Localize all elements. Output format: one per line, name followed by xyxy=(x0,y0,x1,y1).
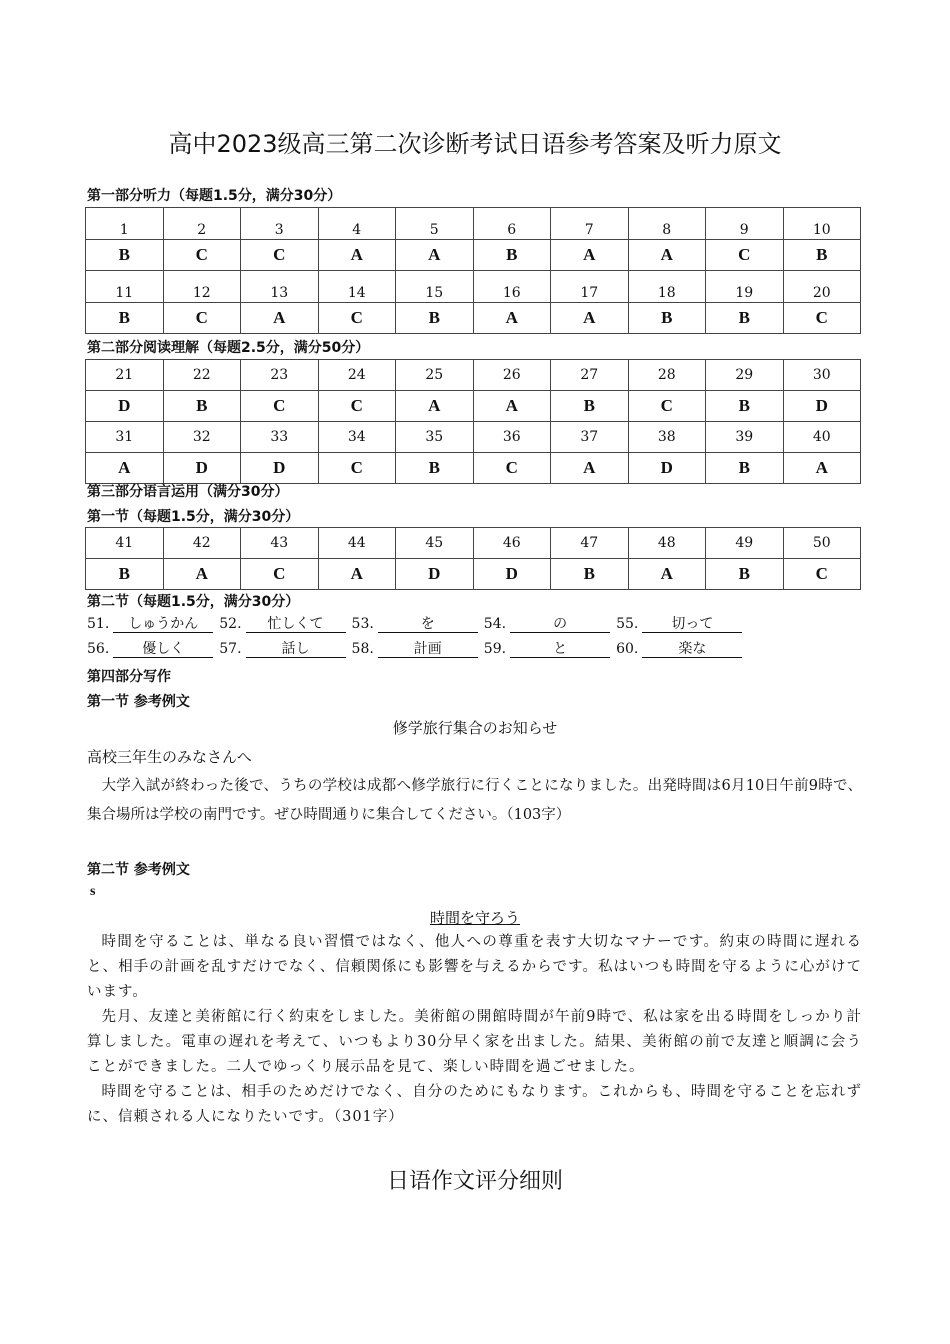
scoring-rules-title: 日语作文评分细则 xyxy=(386,1169,563,1194)
answer-key: A xyxy=(318,240,396,271)
question-number: 37 xyxy=(551,422,629,453)
stray-mark: s xyxy=(90,884,96,899)
question-number: 29 xyxy=(706,360,784,391)
answer-key: B xyxy=(86,240,164,271)
question-number: 36 xyxy=(473,422,551,453)
question-number-row xyxy=(86,360,861,391)
answer-blank: 話し xyxy=(246,641,346,658)
essay-paragraph: 先月、友達と美術館に行く約束をしました。美術館の開館時間が午前9時で、私は家を出る時間をしっかり計算しました。電車の遅れを考えて、いつもより30分早く家を出ました。結果、美術館の前で友達と順調に会うことができました。二人でゆっくり展示品を見て、楽しい時間を過ごせました。 xyxy=(87,1009,863,1075)
fill-in-answer: 55. 切って xyxy=(616,616,742,633)
part3-heading: 第三部分语言运用（满分30分） xyxy=(87,484,289,500)
question-number: 28 xyxy=(628,360,706,391)
essay-paragraph: 時間を守ることは、相手のためだけでなく、自分のためにもなります。これからも、時間を守ることを忘れずに、信頼される人になりたいです。（301字） xyxy=(87,1084,862,1125)
question-number: 46 xyxy=(473,528,551,559)
answer-key: A xyxy=(86,453,164,484)
answer-key: A xyxy=(551,303,629,334)
fill-in-answers-row-1 xyxy=(87,616,748,633)
answer-key: A xyxy=(473,303,551,334)
question-number: 22 xyxy=(163,360,241,391)
part4-heading: 第四部分写作 xyxy=(87,669,171,685)
answer-key: C xyxy=(783,303,861,334)
question-number: 42 xyxy=(163,528,241,559)
fill-in-answer: 57. 話し xyxy=(219,641,345,658)
question-number: 32 xyxy=(163,422,241,453)
question-number: 1 xyxy=(86,208,164,240)
question-number: 9 xyxy=(706,208,784,240)
question-number: 30 xyxy=(783,360,861,391)
answer-key-row xyxy=(86,453,861,484)
answer-key: D xyxy=(628,453,706,484)
answer-key: C xyxy=(628,391,706,422)
answer-key: A xyxy=(318,559,396,590)
question-number: 7 xyxy=(551,208,629,240)
answer-blank: 忙しくて xyxy=(246,616,346,633)
answer-key: C xyxy=(241,240,319,271)
question-number: 20 xyxy=(783,271,861,303)
question-number: 24 xyxy=(318,360,396,391)
answer-key: D xyxy=(241,453,319,484)
answer-blank: 切って xyxy=(642,616,742,633)
part1-answer-table xyxy=(85,207,861,334)
answer-key: A xyxy=(396,391,474,422)
fill-in-answer: 51. しゅうかん xyxy=(87,616,213,633)
answer-blank: を xyxy=(378,616,478,633)
question-number-row xyxy=(86,422,861,453)
answer-key: D xyxy=(783,391,861,422)
question-number: 4 xyxy=(318,208,396,240)
fill-in-answers-row-2 xyxy=(87,641,748,658)
answer-key: B xyxy=(706,559,784,590)
fill-in-answer: 56. 優しく xyxy=(87,641,213,658)
question-number: 31 xyxy=(86,422,164,453)
question-number: 10 xyxy=(783,208,861,240)
answer-key: B xyxy=(396,453,474,484)
notice-body: 大学入試が終わった後で、うちの学校は成都へ修学旅行に行くことになりました。出発時間は6月10日午前9時で、集合場所は学校の南門です。ぜひ時間通りに集合してください。（103字） xyxy=(87,778,863,823)
answer-blank: 楽な xyxy=(642,641,742,658)
answer-key: B xyxy=(783,240,861,271)
answer-key: D xyxy=(473,559,551,590)
question-number: 3 xyxy=(241,208,319,240)
question-number: 43 xyxy=(241,528,319,559)
answer-key: A xyxy=(473,391,551,422)
question-number: 14 xyxy=(318,271,396,303)
part2-heading: 第二部分阅读理解（每题2.5分，满分50分） xyxy=(87,340,370,356)
answer-key: C xyxy=(318,453,396,484)
question-number: 2 xyxy=(163,208,241,240)
answer-key: D xyxy=(163,453,241,484)
answer-key: A xyxy=(551,240,629,271)
answer-key-row xyxy=(86,391,861,422)
question-number: 16 xyxy=(473,271,551,303)
answer-blank: の xyxy=(510,616,610,633)
question-number-row xyxy=(86,528,861,559)
answer-key: B xyxy=(473,240,551,271)
essay-paragraph: 時間を守ることは、単なる良い習慣ではなく、他人への尊重を表す大切なマナーです。約束の時間に遅れると、相手の計画を乱すだけでなく、信頼関係にも影響を与えるからです。私はいつも時間を守るように心がけています。 xyxy=(87,934,862,1000)
answer-key-row xyxy=(86,240,861,271)
question-number: 27 xyxy=(551,360,629,391)
answer-key: C xyxy=(473,453,551,484)
answer-key-row xyxy=(86,559,861,590)
part3-section2-heading: 第二节（每题1.5分，满分30分） xyxy=(87,594,300,610)
part4-section1-heading: 第一节 参考例文 xyxy=(87,694,190,710)
question-number: 6 xyxy=(473,208,551,240)
part3-section1-heading: 第一节（每题1.5分，满分30分） xyxy=(87,509,300,525)
question-number: 21 xyxy=(86,360,164,391)
question-number: 23 xyxy=(241,360,319,391)
part1-heading: 第一部分听力（每题1.5分，满分30分） xyxy=(87,188,342,204)
question-number: 19 xyxy=(706,271,784,303)
question-number: 45 xyxy=(396,528,474,559)
question-number: 48 xyxy=(628,528,706,559)
question-number: 13 xyxy=(241,271,319,303)
question-number: 18 xyxy=(628,271,706,303)
answer-key: A xyxy=(628,559,706,590)
answer-key: A xyxy=(396,240,474,271)
answer-blank: しゅうかん xyxy=(113,616,213,633)
answer-key: B xyxy=(163,391,241,422)
answer-key: B xyxy=(628,303,706,334)
essay-title: 時間を守ろう xyxy=(429,909,520,927)
answer-blank: 優しく xyxy=(113,641,213,658)
answer-key: C xyxy=(241,559,319,590)
answer-key: A xyxy=(163,559,241,590)
part2-answer-table xyxy=(85,359,861,484)
question-number: 39 xyxy=(706,422,784,453)
question-number: 12 xyxy=(163,271,241,303)
question-number: 38 xyxy=(628,422,706,453)
question-number: 11 xyxy=(86,271,164,303)
question-number: 8 xyxy=(628,208,706,240)
question-number: 26 xyxy=(473,360,551,391)
answer-key: C xyxy=(318,391,396,422)
question-number: 34 xyxy=(318,422,396,453)
part4-section2-heading: 第二节 参考例文 xyxy=(87,862,190,878)
question-number: 50 xyxy=(783,528,861,559)
question-number: 47 xyxy=(551,528,629,559)
answer-key: D xyxy=(86,391,164,422)
question-number: 33 xyxy=(241,422,319,453)
notice-salutation: 高校三年生のみなさんへ xyxy=(87,748,252,766)
answer-key: A xyxy=(628,240,706,271)
answer-key: A xyxy=(551,453,629,484)
answer-key: B xyxy=(706,303,784,334)
question-number: 40 xyxy=(783,422,861,453)
page-title: 高中2023级高三第二次诊断考试日语参考答案及听力原文 xyxy=(168,130,782,158)
answer-key: C xyxy=(163,240,241,271)
fill-in-answer: 53. を xyxy=(352,616,478,633)
answer-key: A xyxy=(241,303,319,334)
answer-key: B xyxy=(86,303,164,334)
answer-key: C xyxy=(241,391,319,422)
answer-blank: 計画 xyxy=(378,641,478,658)
fill-in-answer: 52. 忙しくて xyxy=(219,616,345,633)
question-number: 35 xyxy=(396,422,474,453)
question-number: 44 xyxy=(318,528,396,559)
question-number: 5 xyxy=(396,208,474,240)
fill-in-answer: 60. 楽な xyxy=(616,641,742,658)
part3-answer-table xyxy=(85,527,861,590)
notice-title: 修学旅行集合のお知らせ xyxy=(392,719,558,737)
question-number-row xyxy=(86,271,861,303)
answer-key: B xyxy=(706,391,784,422)
question-number: 25 xyxy=(396,360,474,391)
answer-key: A xyxy=(783,453,861,484)
answer-key-row xyxy=(86,303,861,334)
fill-in-answer: 54. の xyxy=(484,616,610,633)
answer-key: C xyxy=(706,240,784,271)
fill-in-answer: 58. 計画 xyxy=(352,641,478,658)
answer-key: B xyxy=(86,559,164,590)
answer-key: B xyxy=(551,559,629,590)
answer-key: D xyxy=(396,559,474,590)
answer-key: C xyxy=(783,559,861,590)
answer-key: B xyxy=(396,303,474,334)
answer-key: B xyxy=(551,391,629,422)
question-number: 49 xyxy=(706,528,784,559)
answer-key: C xyxy=(318,303,396,334)
answer-key: C xyxy=(163,303,241,334)
question-number-row xyxy=(86,208,861,240)
question-number: 17 xyxy=(551,271,629,303)
answer-key: B xyxy=(706,453,784,484)
question-number: 41 xyxy=(86,528,164,559)
question-number: 15 xyxy=(396,271,474,303)
fill-in-answer: 59. と xyxy=(484,641,610,658)
answer-blank: と xyxy=(510,641,610,658)
